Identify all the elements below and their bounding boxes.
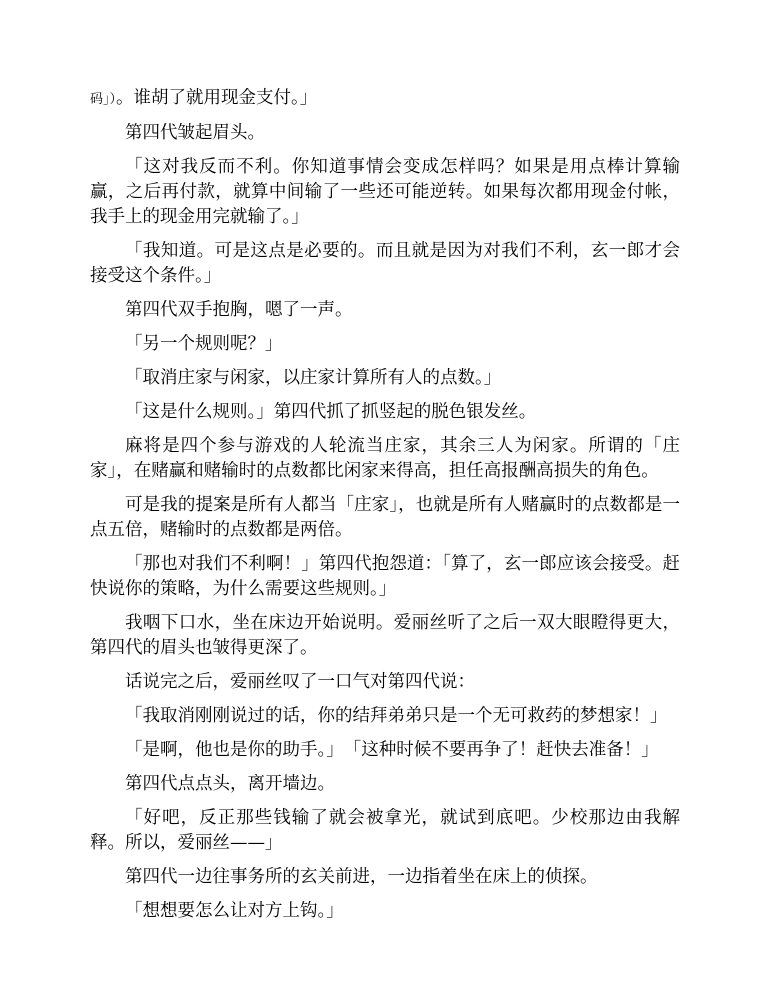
paragraph-1 xyxy=(90,86,680,112)
paragraph-12: 我咽下口水，坐在床边开始说明。爱丽丝听了之后一双大眼瞪得更大，第四代的眉头也皱得更深了。 xyxy=(90,613,680,658)
document-page xyxy=(90,86,680,924)
paragraph-18: 第四代一边往事务所的玄关前进，一边指着坐在床上的侦探。 xyxy=(125,867,598,887)
paragraph-2: 第四代皱起眉头。 xyxy=(125,123,265,143)
paragraph-16: 第四代点点头，离开墙边。 xyxy=(125,774,335,794)
paragraph-10: 可是我的提案是所有人都当「庄家」，也就是所有人赌赢时的点数都是一点五倍，赌输时的点数都是两倍。 xyxy=(90,495,680,540)
paragraph-8: 「这是什么规则。」第四代抓了抓竖起的脱色银发丝。 xyxy=(125,402,537,422)
paragraph-17: 「好吧，反正那些钱输了就会被拿光，就试到底吧。少校那边由我解释。所以，爱丽丝——」 xyxy=(90,808,680,853)
paragraph-15: 「是啊，他也是你的助手。」 「这种时候不要再争了！赶快去准备！」 xyxy=(125,740,659,760)
paragraph-5: 第四代双手抱胸，嗯了一声。 xyxy=(125,300,353,320)
paragraph-9: 麻将是四个参与游戏的人轮流当庄家，其余三人为闲家。所谓的「庄家」，在赌赢和赌输时的点数都比闲家来得高，担任高报酬高损失的角色。 xyxy=(90,436,680,481)
paragraph-11: 「那也对我们不利啊！」第四代抱怨道：「算了，玄一郎应该会接受。赶快说你的策略，为什么需要这些规则。」 xyxy=(90,554,680,599)
paragraph-7: 「取消庄家与闲家，以庄家计算所有人的点数。」 xyxy=(125,368,502,388)
paragraph-3: 「这对我反而不利。你知道事情会变成怎样吗？如果是用点棒计算输赢，之后再付款，就算中间输了一些还可能逆转。如果每次都用现金付帐，我手上的现金用完就输了。」 xyxy=(90,157,680,227)
paragraph-19: 「想想要怎么让对方上钩。」 xyxy=(125,901,344,921)
paragraph-14: 「我取消刚刚说过的话，你的结拜弟弟只是一个无可救药的梦想家！」 xyxy=(125,706,668,726)
paragraph-13: 话说完之后，爱丽丝叹了一口气对第四代说： xyxy=(125,672,475,692)
paragraph-1-lead: 码」） xyxy=(90,92,117,107)
paragraph-4: 「我知道。可是这点是必要的。而且就是因为对我们不利，玄一郎才会接受这个条件。」 xyxy=(90,241,680,286)
paragraph-1-text: 。谁胡了就用现金支付。」 xyxy=(116,88,318,108)
paragraph-6: 「另一个规则呢？」 xyxy=(125,334,283,354)
